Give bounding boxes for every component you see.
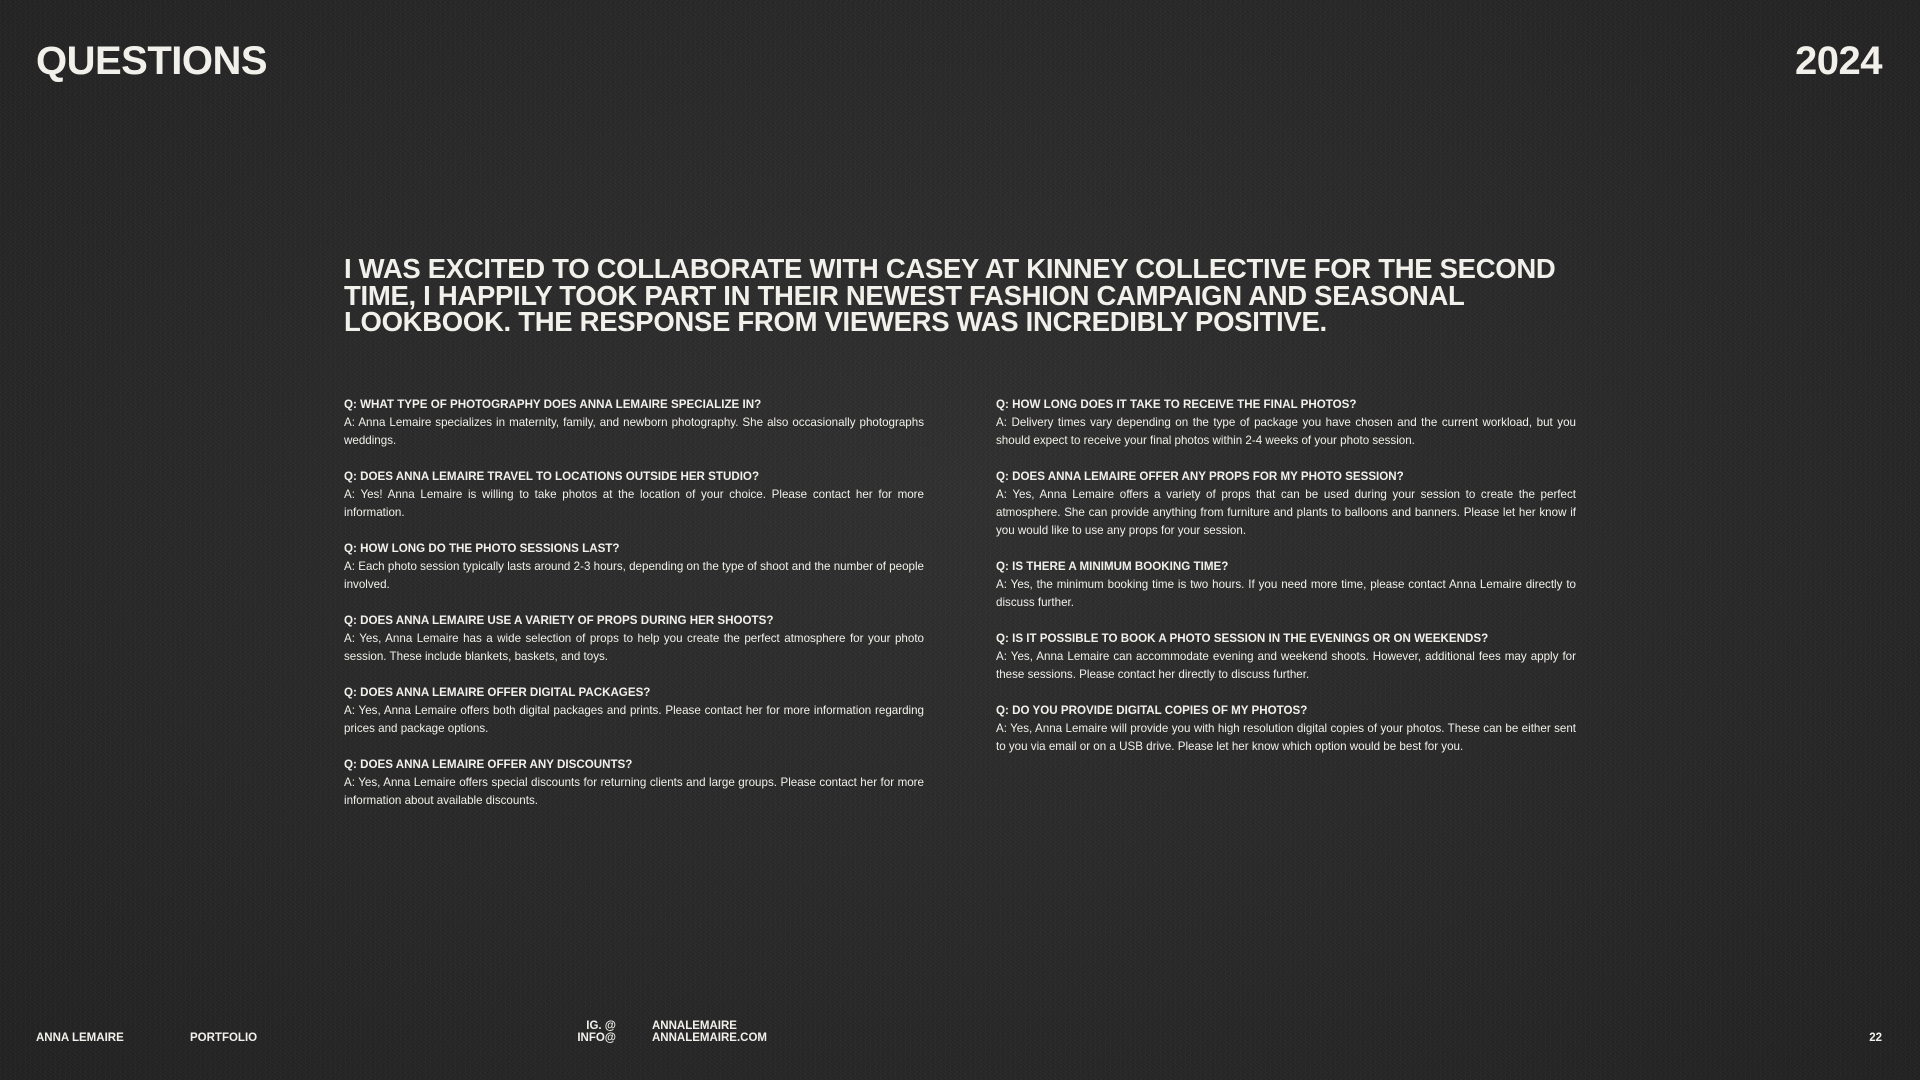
- faq-answer: A: Yes, Anna Lemaire will provide you with high resolution digital copies of your photos. These can be either sent to you via email or on a USB drive. Please let her know which option would be best for you.: [996, 722, 1576, 753]
- faq-column-right: [996, 396, 1576, 774]
- faq-item: [344, 756, 924, 810]
- faq-answer: A: Yes, Anna Lemaire has a wide selection of props to help you create the perfect atmosphere for your photo session. These include blankets, baskets, and toys.: [344, 632, 924, 663]
- faq-item: [344, 612, 924, 666]
- footer-email-domain: ANNALEMAIRE.COM: [652, 1032, 767, 1044]
- footer-info-label: INFO@: [577, 1032, 616, 1044]
- faq-item: [996, 558, 1576, 612]
- footer-ig-label: IG. @: [586, 1020, 616, 1032]
- faq-question: Q: DOES ANNA LEMAIRE TRAVEL TO LOCATIONS OUTSIDE HER STUDIO?: [344, 470, 760, 483]
- footer-author-name: ANNA LEMAIRE: [36, 1032, 124, 1044]
- footer-ig-handle: ANNALEMAIRE: [652, 1020, 737, 1032]
- faq-answer: A: Yes, Anna Lemaire offers both digital packages and prints. Please contact her for more information regarding prices and package options.: [344, 704, 924, 735]
- year-label: 2024: [1795, 39, 1882, 83]
- faq-question: Q: DOES ANNA LEMAIRE OFFER ANY PROPS FOR MY PHOTO SESSION?: [996, 470, 1404, 483]
- faq-question: Q: WHAT TYPE OF PHOTOGRAPHY DOES ANNA LEMAIRE SPECIALIZE IN?: [344, 398, 762, 411]
- faq-item: [344, 540, 924, 594]
- faq-answer: A: Delivery times vary depending on the type of package you have chosen and the current workload, but you should expect to receive your final photos within 2-4 weeks of your photo session.: [996, 416, 1576, 447]
- faq-question: Q: DOES ANNA LEMAIRE USE A VARIETY OF PROPS DURING HER SHOOTS?: [344, 614, 774, 627]
- faq-item: [996, 468, 1576, 540]
- faq-question: Q: HOW LONG DO THE PHOTO SESSIONS LAST?: [344, 542, 620, 555]
- faq-answer: A: Anna Lemaire specializes in maternity, family, and newborn photography. She also occasionally photographs weddings.: [344, 416, 924, 447]
- page-number: 22: [1869, 1032, 1882, 1044]
- faq-question: Q: IS IT POSSIBLE TO BOOK A PHOTO SESSION IN THE EVENINGS OR ON WEEKENDS?: [996, 632, 1489, 645]
- faq-question: Q: DO YOU PROVIDE DIGITAL COPIES OF MY PHOTOS?: [996, 704, 1308, 717]
- page-title: QUESTIONS: [36, 39, 268, 83]
- faq-item: [344, 684, 924, 738]
- faq-column-left: [344, 396, 924, 828]
- faq-answer: A: Yes! Anna Lemaire is willing to take photos at the location of your choice. Please contact her for more information.: [344, 488, 924, 519]
- faq-question: Q: IS THERE A MINIMUM BOOKING TIME?: [996, 560, 1229, 573]
- faq-answer: A: Yes, Anna Lemaire offers special discounts for returning clients and large groups. Please contact her for more information about available discounts.: [344, 776, 924, 807]
- faq-answer: A: Yes, Anna Lemaire offers a variety of props that can be used during your session to create the perfect atmosphere. She can provide anything from furniture and plants to balloons and banners. Please let her know if you would like to use any props for your session.: [996, 488, 1576, 537]
- faq-answer: A: Each photo session typically lasts around 2-3 hours, depending on the type of shoot and the number of people involved.: [344, 560, 924, 591]
- faq-item: [344, 396, 924, 450]
- footer-portfolio-label: PORTFOLIO: [190, 1032, 258, 1044]
- faq-item: [344, 468, 924, 522]
- footer-contact-labels: [540, 1020, 616, 1044]
- faq-question: Q: DOES ANNA LEMAIRE OFFER DIGITAL PACKAGES?: [344, 686, 651, 699]
- faq-question: Q: DOES ANNA LEMAIRE OFFER ANY DISCOUNTS?: [344, 758, 633, 771]
- headline-quote: I WAS EXCITED TO COLLABORATE WITH CASEY AT KINNEY COLLECTIVE FOR THE SECOND TIME, I HAPPILY TOOK PART IN THEIR NEWEST FASHION CAMPAIGN AND SEASONAL LOOKBOOK. THE RESPONSE FROM VIEWERS WAS INCREDIBLY POSITIVE.: [344, 253, 1556, 337]
- faq-question: Q: HOW LONG DOES IT TAKE TO RECEIVE THE FINAL PHOTOS?: [996, 398, 1357, 411]
- faq-item: [996, 630, 1576, 684]
- faq-item: [996, 396, 1576, 450]
- footer-contact-values: [652, 1020, 767, 1044]
- faq-answer: A: Yes, Anna Lemaire can accommodate evening and weekend shoots. However, additional fees may apply for these sessions. Please contact her directly to discuss further.: [996, 650, 1576, 681]
- faq-item: [996, 702, 1576, 756]
- faq-answer: A: Yes, the minimum booking time is two hours. If you need more time, please contact Anna Lemaire directly to discuss further.: [996, 578, 1576, 609]
